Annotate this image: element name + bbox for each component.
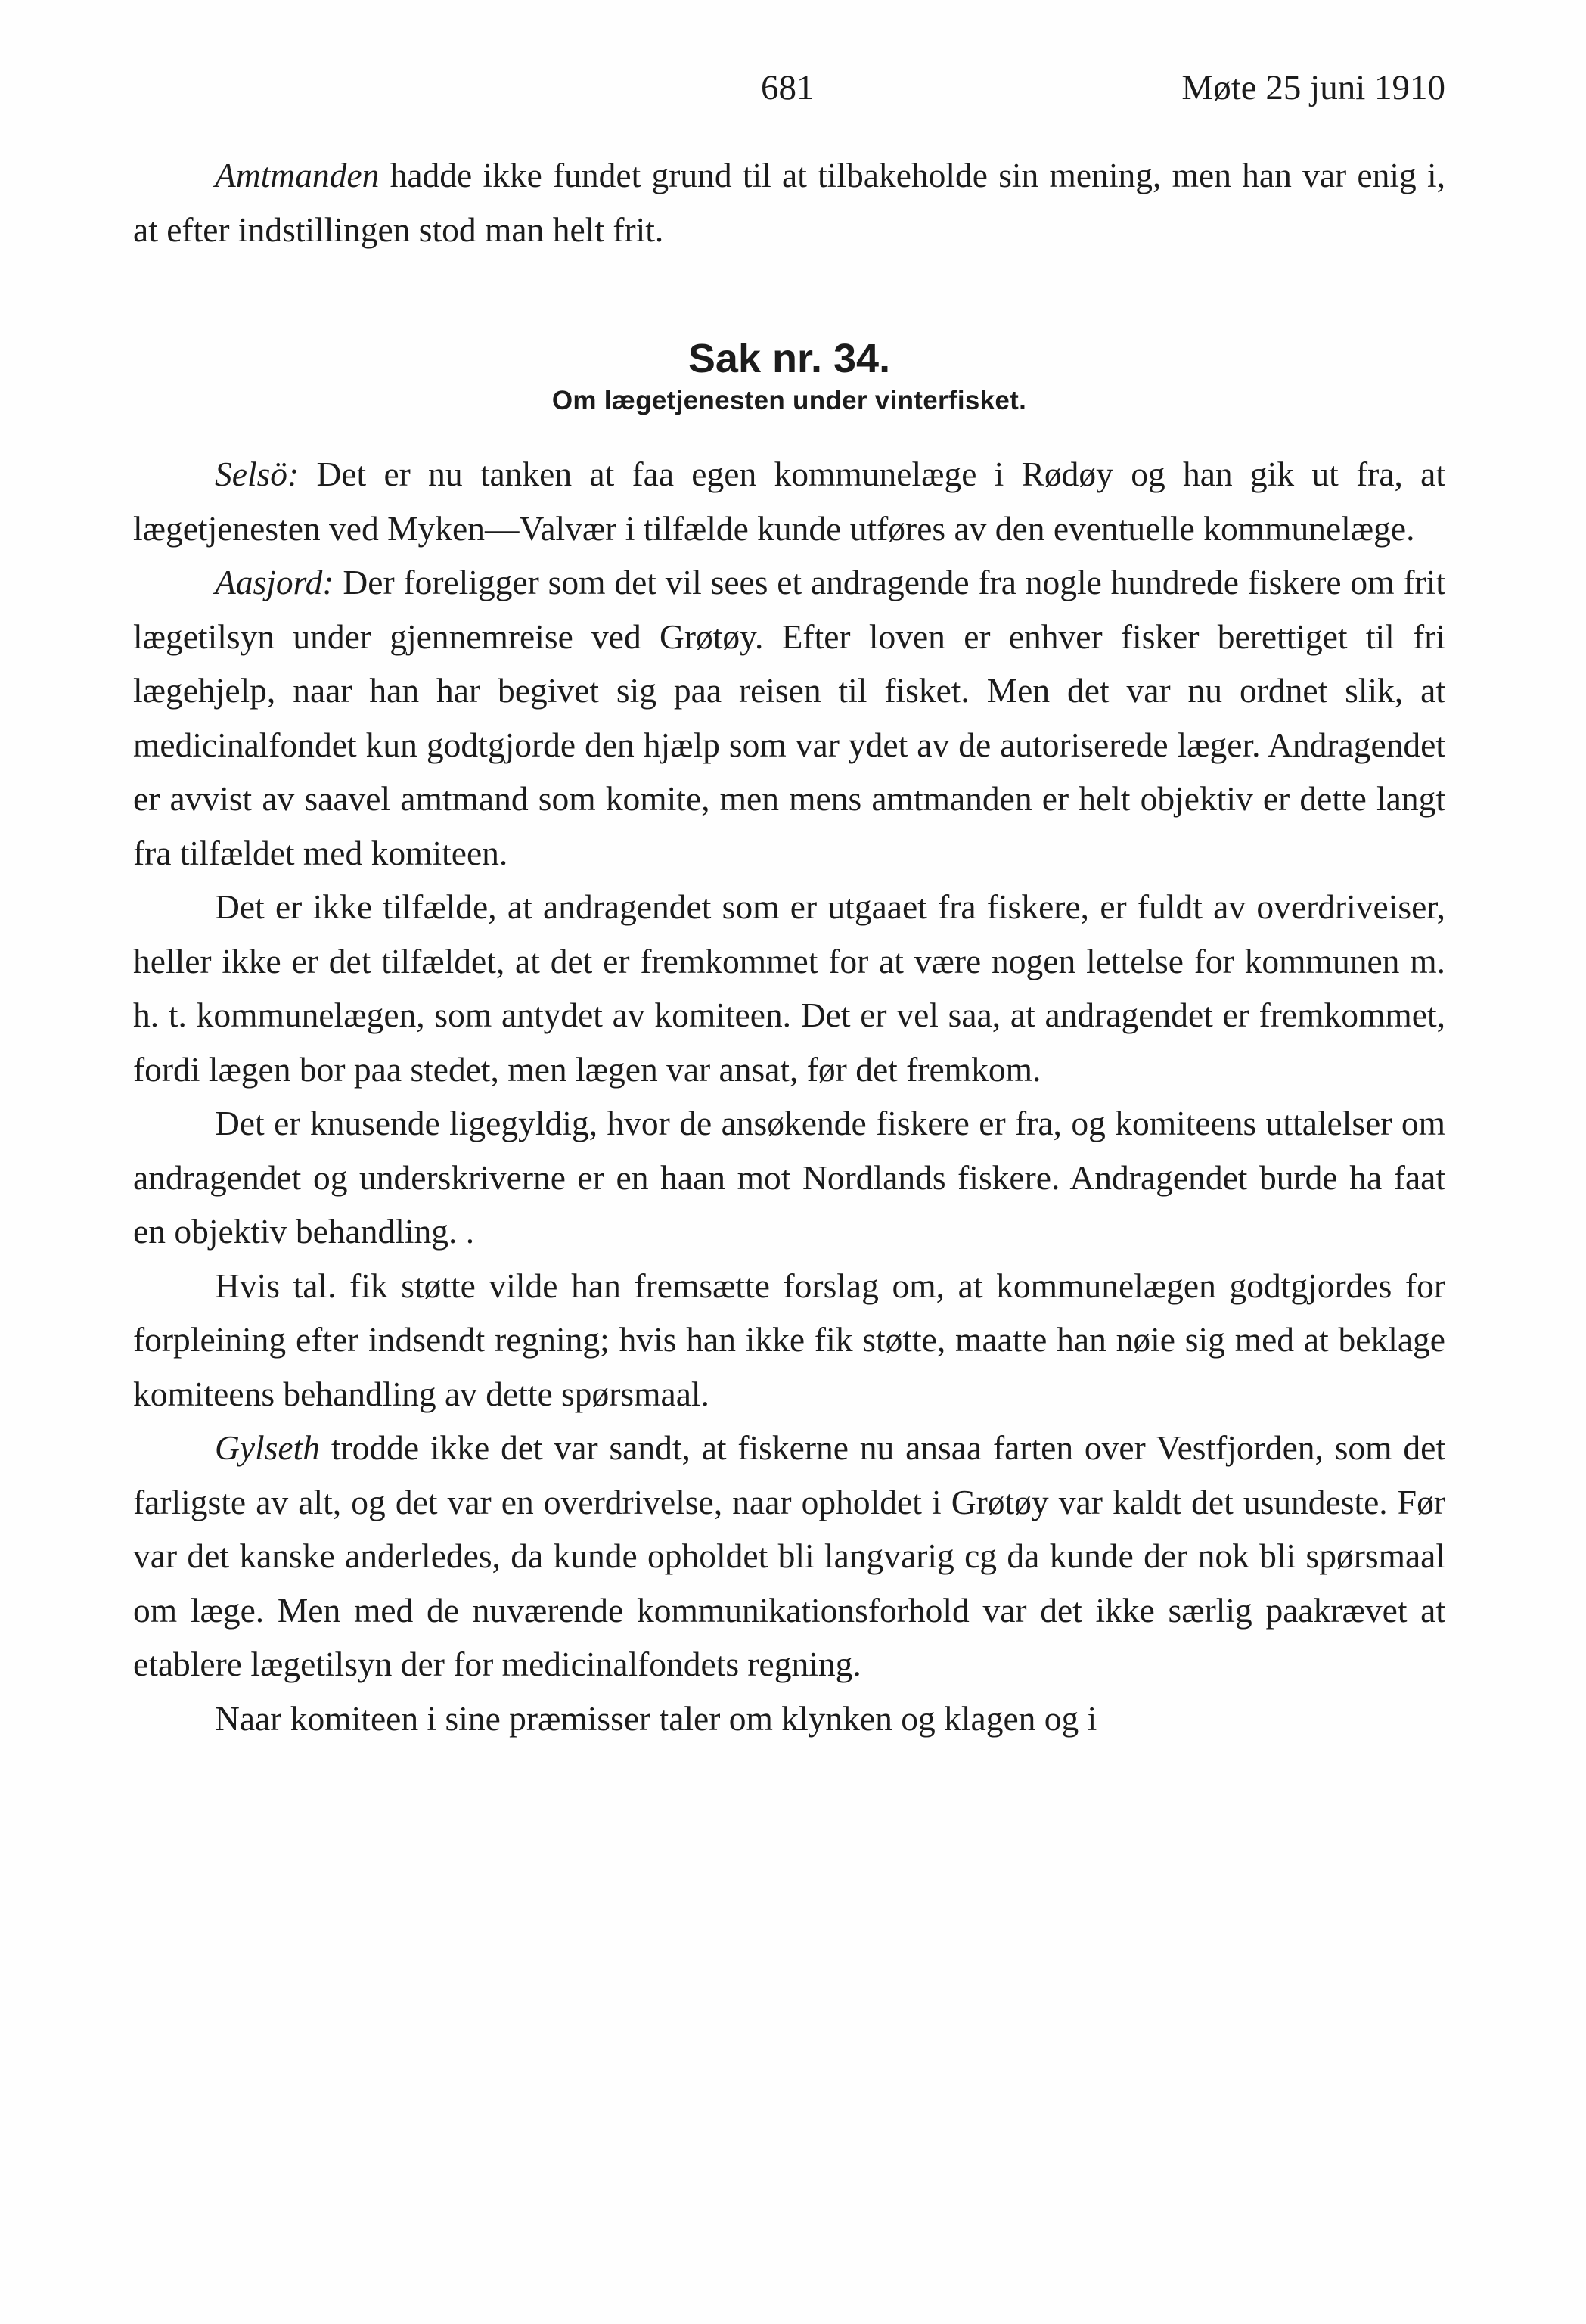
paragraph-text: Det er ikke tilfælde, at andragendet som er utgaaet fra fiskere, er fuldt av overdriveiser, heller ikke er det tilfældet, at det er fremkommet for at være nogen lettelse for kommunen m. h. t. kommunelægen, som antydet av komiteen. Det er vel saa, at andragendet er fremkommet, fordi lægen bor paa stedet, men lægen var ansat, før det fremkom.: [133, 887, 1445, 1089]
paragraph-selso: [133, 447, 1445, 555]
page-number: 681: [761, 68, 815, 107]
paragraph-text: hadde ikke fundet grund til at tilbakeholde sin mening, men han var enig i, at efter indstillingen stod man helt frit.: [133, 156, 1445, 249]
paragraph-amtmanden: [133, 148, 1445, 256]
speaker-name: Gylseth: [215, 1428, 320, 1467]
speaker-name: Aasjord:: [215, 563, 334, 601]
speaker-name: Amtmanden: [215, 156, 380, 194]
paragraph-text: Der foreligger som det vil sees et andragende fra nogle hundrede fiskere om frit lægetilsyn under gjennemreise ved Grøtøy. Efter loven er enhver fisker berettiget til fri lægehjelp, naar han har begivet sig paa reisen til fisket. Men det var nu ordnet slik, at medicinalfondet kun godtgjorde den hjælp som var ydet av de autoriserede læger. Andragendet er avvist av saavel amtmand som komite, men mens amtmanden er helt objektiv er dette langt fra tilfældet med komiteen.: [133, 563, 1445, 872]
section-subtitle: Om lægetjenesten under vinterfisket.: [551, 386, 1027, 415]
paragraph-gylseth: [133, 1421, 1445, 1692]
paragraph-aasjord-4: [133, 1259, 1445, 1421]
paragraph-gylseth-2: [133, 1692, 1445, 1746]
paragraph-text: Naar komiteen i sine præmisser taler om klynken og klagen og i: [215, 1698, 1097, 1738]
page-body: [133, 148, 1445, 1745]
paragraph-text: trodde ikke det var sandt, at fiskerne nu ansaa farten over Vestfjorden, som det farligste av alt, og det var en overdrivelse, naar opholdet i Grøtøy var kaldt det usundeste. Før var det kanske anderledes, da kunde opholdet bli langvarig cg da kunde der nok bli spørsmaal om læge. Men med de nuværende kommunikationsforhold var det ikke særlig paakrævet at etablere lægetilsyn der for medicinalfondets regning.: [133, 1428, 1445, 1683]
paragraph-aasjord-3: [133, 1096, 1445, 1259]
paragraph-text: Hvis tal. fik støtte vilde han fremsætte forslag om, at kommunelægen godtgjordes for forpleining efter indsendt regning; hvis han ikke fik støtte, maatte han nøie sig med at beklage komiteens behandling av dette spørsmaal.: [133, 1266, 1445, 1413]
speaker-name: Selsö:: [215, 455, 300, 493]
running-title: Møte 25 juni 1910: [1181, 68, 1445, 107]
section-heading: [133, 334, 1445, 418]
paragraph-aasjord: [133, 555, 1445, 880]
paragraph-text: Det er knusende ligegyldig, hvor de ansøkende fiskere er fra, og komiteens uttalelser om andragendet og underskriverne er en haan mot Nordlands fiskere. Andragendet burde ha faat en objektiv behandling. .: [133, 1104, 1445, 1251]
page-header: [133, 65, 1445, 110]
paragraph-text: Det er nu tanken at faa egen kommunelæge i Rødøy og han gik ut fra, at lægetjenesten ved Myken—Valvær i tilfælde kunde utføres av den eventuelle kommunelæge.: [133, 455, 1445, 548]
paragraph-aasjord-2: [133, 880, 1445, 1096]
section-title: Sak nr. 34.: [687, 336, 891, 381]
